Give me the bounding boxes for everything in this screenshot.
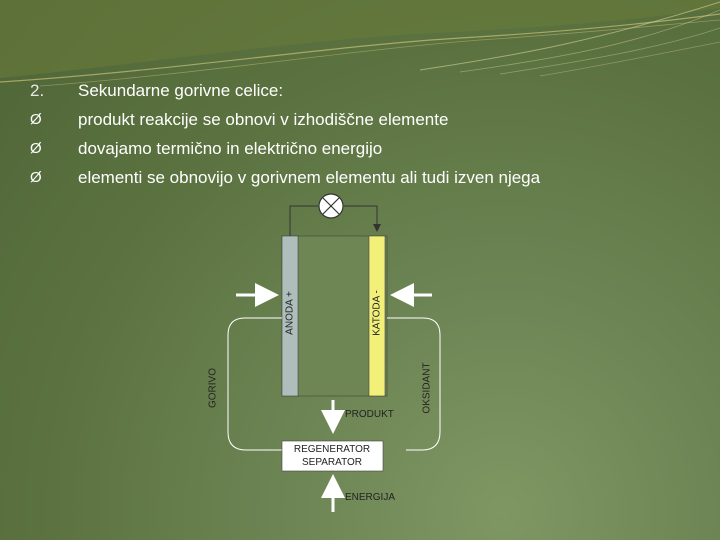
arrow-bullet-icon: Ø: [30, 140, 42, 157]
bullet-text: produkt reakcije se obnovi v izhodiščne elemente: [78, 110, 449, 129]
product-label: PRODUKT: [345, 409, 394, 420]
bullet-text: elementi se obnovijo v gorivnem elementu ali tudi izven njega: [78, 168, 541, 187]
arrow-bullet-icon: Ø: [30, 111, 42, 128]
lamp-icon: [319, 194, 343, 218]
oxidant-label: OKSIDANT: [421, 362, 433, 414]
regenerator-label: REGENERATOR: [293, 444, 371, 455]
separator-label: SEPARATOR: [301, 457, 363, 468]
heading-text: Sekundarne gorivne celice:: [78, 81, 284, 100]
heading-number: 2.: [30, 81, 45, 100]
fuel-return-loop: [228, 318, 282, 450]
anode-label: ANODA +: [284, 291, 296, 335]
energy-label: ENERGIJA: [345, 492, 396, 503]
circuit-wire-right: [344, 206, 377, 230]
bullet-text: dovajamo termično in električno energijo: [78, 139, 383, 158]
circuit-wire-left: [290, 206, 318, 236]
cathode-label: KATODA -: [371, 290, 383, 336]
arrow-bullet-icon: Ø: [30, 169, 42, 186]
fuel-label: GORIVO: [207, 367, 219, 409]
